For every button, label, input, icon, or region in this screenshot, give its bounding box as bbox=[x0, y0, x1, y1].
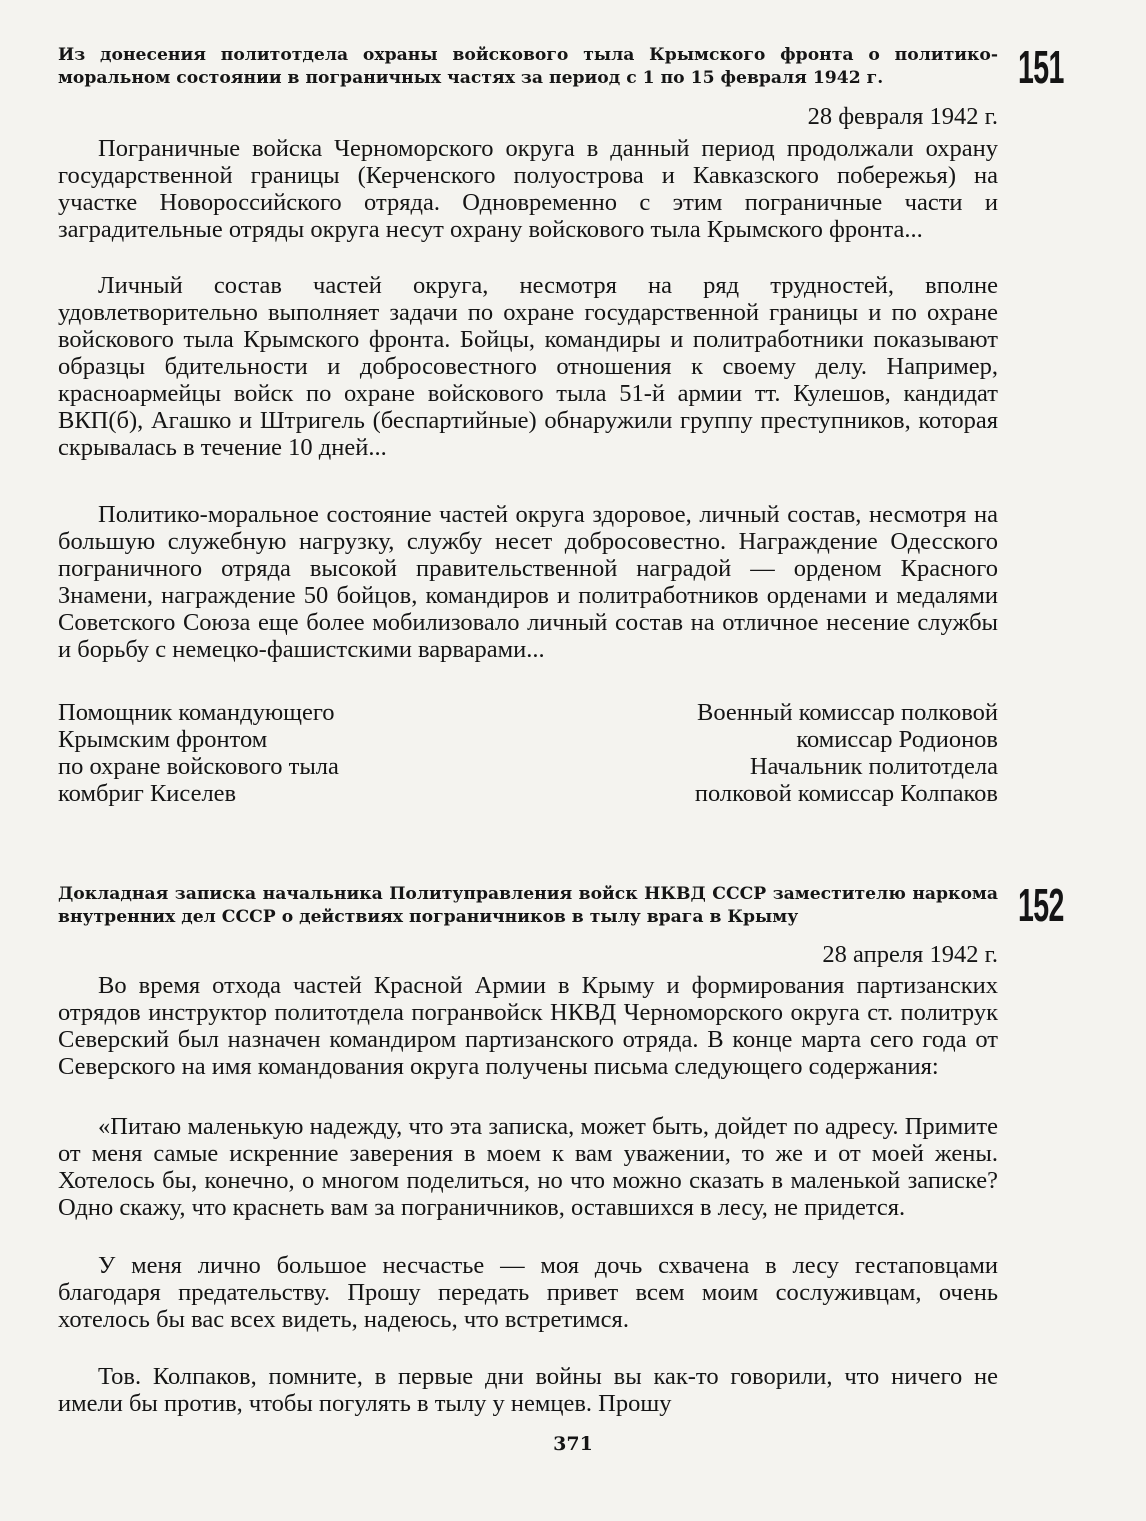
signature-line: Начальник политотдела bbox=[749, 753, 998, 780]
doc151-header bbox=[58, 44, 998, 90]
doc152-paragraph-3: У меня лично большое несчастье — моя дочь схвачена в лесу гестаповцами благодаря предательству. Прошу передать привет всем моим сослуживцам, очень хотелось бы вас всех видеть, надеюсь, что встретимся. bbox=[58, 1252, 998, 1333]
doc151-date: 28 февраля 1942 г. bbox=[807, 103, 998, 130]
signature-line: комбриг Киселев bbox=[58, 780, 237, 807]
signature-line: полковой комиссар Колпаков bbox=[694, 780, 998, 807]
doc151-signature-left bbox=[58, 699, 498, 807]
doc152-date: 28 апреля 1942 г. bbox=[822, 941, 998, 968]
doc151-paragraph-2: Личный состав частей округа, несмотря на ряд трудностей, вполне удовлетворительно выполняет задачи по охране государственной границы и по охране войскового тыла Крымского фронта. Бойцы, командиры и политработники показывают образцы бдительности и добросовестного отношения к своему делу. Например, красноармейцы войск по охране войскового тыла 51-й армии тт. Кулешов, кандидат ВКП(б), Агашко и Штригель (беспартийные) обнаружили группу преступников, которая скрывалась в течение 10 дней... bbox=[58, 272, 998, 461]
signature-line: по охране войскового тыла bbox=[58, 753, 339, 780]
signature-line: комиссар Родионов bbox=[796, 726, 998, 753]
doc152-paragraph-1: Во время отхода частей Красной Армии в Крыму и формирования партизанских отрядов инструктор политотдела погранвойск НКВД Черноморского округа ст. политрук Северский был назначен командиром партизанского отряда. В конце марта сего года от Северского на имя командования округа получены письма следующего содержания: bbox=[58, 972, 998, 1080]
doc152-title: Докладная записка начальника Политуправления войск НКВД СССР заместителю наркома внутренних дел СССР о действиях пограничников в тылу врага в Крыму bbox=[58, 884, 998, 927]
doc151-paragraph-3: Политико-моральное состояние частей округа здоровое, личный состав, несмотря на большую служебную нагрузку, службу несет добросовестно. Награждение Одесского пограничного отряда высокой правительственной наградой — орденом Красного Знамени, награждение 50 бойцов, командиров и политработников орденами и медалями Советского Союза еще более мобилизовало личный состав на отличное несение службы и борьбу с немецко-фашистскими варварами... bbox=[58, 501, 998, 663]
doc152-paragraph-4: Тов. Колпаков, помните, в первые дни войны вы как-то говорили, что ничего не имели бы против, чтобы погулять в тылу у немцев. Прошу bbox=[58, 1363, 998, 1417]
doc151-paragraph-1: Пограничные войска Черноморского округа в данный период продолжали охрану государственной границы (Керченского полуострова и Кавказского побережья) на участке Новороссийского отряда. Одновременно с этим пограничные части и заградительные отряды округа несут охрану войскового тыла Крымского фронта... bbox=[58, 135, 998, 243]
page-number: 371 bbox=[553, 1433, 593, 1455]
doc151-title: Из донесения политотдела охраны войскового тыла Крымского фронта о политико-моральном состоянии в пограничных частях за период с 1 по 15 февраля 1942 г. bbox=[58, 45, 998, 88]
doc152-number: 152 bbox=[1018, 879, 1064, 931]
doc151-number: 151 bbox=[1018, 41, 1064, 93]
doc152-paragraph-2: «Питаю маленькую надежду, что эта записка, может быть, дойдет по адресу. Примите от меня самые искренние заверения в моем к вам уважении, то же и от моей жены. Хотелось бы, конечно, о многом поделиться, но что можно сказать в маленькой записке? Одно скажу, что краснеть вам за пограничников, оставшихся в лесу, не придется. bbox=[58, 1113, 998, 1221]
signature-line: Военный комиссар полковой bbox=[697, 699, 998, 726]
doc151-signature-right bbox=[528, 699, 998, 807]
signature-line: Крымским фронтом bbox=[58, 726, 268, 753]
doc152-header bbox=[58, 883, 998, 929]
signature-line: Помощник командующего bbox=[58, 699, 335, 726]
